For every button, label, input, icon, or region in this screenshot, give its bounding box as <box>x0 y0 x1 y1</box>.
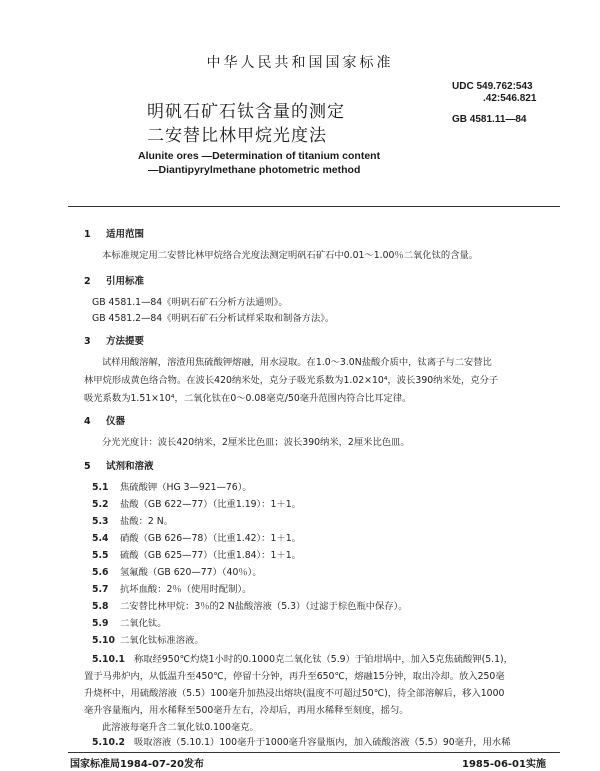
section-heading: 3 方法提要 <box>84 336 145 347</box>
reagent-item: 5.9 二氧化钛。 <box>92 618 167 629</box>
issue-date: 国家标准局1984-07-20发布 <box>70 759 204 770</box>
reagent-item: 5.7 抗坏血酸：2％（使用时配制）。 <box>92 584 252 595</box>
reagent-item: 5.8 二安替比林甲烷：3％的2 N盐酸溶液（5.3）（过滤于棕色瓶中保存）。 <box>92 601 408 612</box>
section-text: 本标准规定用二安替比林甲烷络合光度法测定明矾石矿石中0.01～1.00％二氧化钛的含量。 <box>102 250 479 261</box>
reagent-item: 5.10 二氧化钛标准溶液。 <box>92 635 204 646</box>
footer-rule <box>68 752 560 753</box>
procedure-text: 置于马弗炉内，从低温升至450℃，停留十分钟，再升至650℃，熔融15分钟，取出冷却。放入250毫 <box>84 671 505 682</box>
procedure-paragraph: 5.10.1 称取经950℃灼烧1小时的0.1000克二氧化钛（5.9）于铂坩埚中，加入5克焦硫酸钾(5.1)， <box>92 654 513 665</box>
reagent-item: 5.1 焦硫酸钾（HG 3—921—76）。 <box>92 482 252 493</box>
procedure-text: 此溶液每毫升含二氧化钛0.100毫克。 <box>102 722 259 733</box>
standard-org-header: 中华人民共和国国家标准 <box>206 55 394 71</box>
reagent-item: 5.5 硫酸（GB 625—77）（比重1.84）：1＋1。 <box>92 550 301 561</box>
procedure-text: 升烧杯中，用硫酸溶液（5.5）100毫升加热浸出熔块(温度不可超过50℃)，待全部溶解后，移入1000 <box>84 688 505 699</box>
udc-code: UDC 549.762:543 <box>452 81 533 92</box>
title-en-line1: Alunite ores —Determination of titanium content <box>138 150 381 162</box>
section-text: 林甲烷形成黄色络合物。在波长420纳米处，克分子吸光系数为1.02×10⁴，波长390纳米处，克分子 <box>84 375 499 386</box>
udc-code-cont: .42:546.821 <box>483 93 537 104</box>
procedure-paragraph: 5.10.2 吸取溶液（5.10.1）100毫升于1000毫升容量瓶内，加入硫酸溶液（5.5）90毫升，用水稀 <box>92 737 511 748</box>
section-heading: 1 适用范围 <box>84 229 145 240</box>
top-rule <box>68 206 560 207</box>
title-cn-line2: 二安替比林甲烷光度法 <box>147 126 327 146</box>
reagent-item: 5.2 盐酸（GB 622—77）（比重1.19）：1＋1。 <box>92 499 301 510</box>
effective-date: 1985-06-01实施 <box>462 759 546 770</box>
title-en-line2: —Diantipyrylmethane photometric method <box>148 164 361 176</box>
section-text: GB 4581.2—84《明矾石矿石分析试样采取和制备方法》。 <box>92 313 335 324</box>
gb-code: GB 4581.11—84 <box>452 114 527 125</box>
title-cn-line1: 明矾石矿石钛含量的测定 <box>147 102 345 122</box>
section-heading: 5 试剂和溶液 <box>84 461 154 472</box>
section-heading: 2 引用标准 <box>84 276 145 287</box>
section-heading: 4 仪器 <box>84 416 126 427</box>
section-text: 吸光系数为1.51×10⁴，二氧化钛在0～0.08毫克/50毫升范围内符合比耳定律。 <box>84 393 412 404</box>
procedure-text: 毫升容量瓶内，用水稀释至500毫升左右，冷却后，再用水稀释至刻度，摇匀。 <box>84 705 409 716</box>
reagent-item: 5.3 盐酸：2 N。 <box>92 516 174 527</box>
section-text: 分光光度计：波长420纳米，2厘米比色皿；波长390纳米，2厘米比色皿。 <box>102 437 410 448</box>
reagent-item: 5.6 氢氟酸（GB 620—77）（40％）。 <box>92 567 262 578</box>
reagent-item: 5.4 硝酸（GB 626—78）（比重1.42）：1＋1。 <box>92 533 301 544</box>
section-text: GB 4581.1—84《明矾石矿石分析方法通则》。 <box>92 297 288 308</box>
section-text: 试样用酸溶解，溶渣用焦硫酸钾熔融，用水浸取。在1.0～3.0N盐酸介质中，钛离子与二安替比 <box>102 357 492 368</box>
